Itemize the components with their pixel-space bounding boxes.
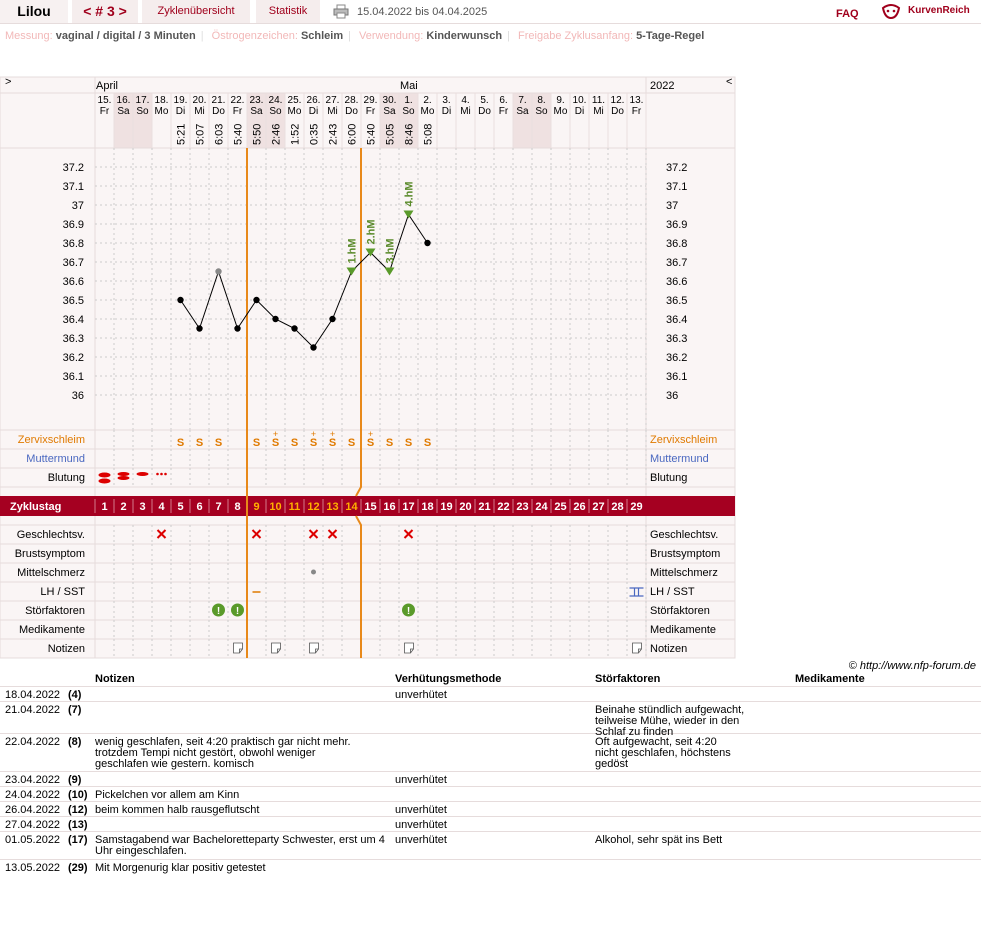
table-row (0, 832, 981, 860)
header-method: Verhütungsmethode (395, 673, 502, 685)
row-note: beim kommen halb rausgeflutscht (95, 804, 260, 816)
info-value: Kinderwunsch (426, 30, 503, 42)
cycle-day-number: 16 (383, 501, 396, 513)
header-medication: Medikamente (795, 673, 865, 685)
row-label-cycle-day: Zyklustag (10, 501, 62, 513)
tab-statistics[interactable]: Statistik (256, 0, 320, 23)
disturbance-mark: ! (235, 606, 240, 617)
mucus-mark: S (328, 437, 337, 449)
row-cycle-day: (17) (68, 834, 88, 846)
day-weekday: So (535, 106, 548, 117)
day-date: 24. (268, 95, 283, 106)
day-date: 28. (344, 95, 359, 106)
day-date: 15. (97, 95, 112, 106)
temperature-point (177, 297, 183, 303)
brand-link[interactable]: KurvenReich (908, 5, 970, 16)
day-weekday: Sa (516, 106, 529, 117)
day-weekday: Fr (232, 106, 243, 117)
bleeding-spotting (164, 473, 167, 476)
day-date: 11. (591, 95, 606, 106)
day-weekday: Mo (420, 106, 435, 117)
row-label-midpain: Mittelschmerz (17, 567, 85, 579)
day-weekday: Fr (631, 106, 642, 117)
cycle-day-number: 29 (630, 501, 643, 513)
row-label-breast: Brustsymptom (14, 548, 85, 560)
measure-time: 5:40 (232, 123, 245, 145)
day-weekday: Di (308, 106, 319, 117)
day-weekday: Mi (327, 106, 338, 117)
mucus-mark: S (290, 437, 299, 449)
cycle-day-number: 2 (120, 501, 127, 513)
day-date: 8. (537, 95, 546, 106)
row-date: 23.04.2022 (5, 774, 61, 786)
day-weekday: Di (441, 106, 452, 117)
cycle-day-number: 13 (326, 501, 339, 513)
month-label: April (96, 80, 119, 92)
measure-time: 5:21 (175, 123, 188, 145)
cycle-day-number: 24 (535, 501, 548, 513)
cycle-day-number: 17 (402, 501, 415, 513)
day-weekday: Fr (365, 106, 376, 117)
cycle-day-number: 23 (516, 501, 529, 513)
row-cycle-day: (4) (68, 689, 82, 701)
day-date: 16. (116, 95, 131, 106)
mucus-plus: + (272, 429, 279, 439)
day-weekday: Di (175, 106, 186, 117)
row-cycle-day: (7) (68, 704, 82, 716)
day-weekday: So (402, 106, 415, 117)
day-weekday: Mi (194, 106, 205, 117)
measure-time: 5:50 (251, 123, 264, 145)
tab-cycle-overview[interactable]: Zyklenübersicht (142, 0, 250, 23)
temperature-point (329, 316, 335, 322)
row-cycle-day: (10) (68, 789, 88, 801)
chart-background (0, 77, 735, 658)
temp-tick-right: 36.1 (666, 371, 688, 383)
temperature-point (272, 316, 278, 322)
mucus-mark: S (271, 437, 280, 449)
row-date: 22.04.2022 (5, 736, 61, 748)
day-date: 6. (499, 95, 508, 106)
temperature-point (291, 325, 297, 331)
temp-tick-left: 36.2 (62, 352, 84, 364)
temperature-point (234, 325, 240, 331)
month-label: Mai (400, 80, 418, 92)
row-label-right-sex: Geschlechtsv. (650, 529, 719, 541)
day-date: 3. (442, 95, 451, 106)
mucus-plus: + (310, 429, 317, 439)
cycle-day-number: 15 (364, 501, 377, 513)
cycle-day-number: 12 (307, 501, 320, 513)
row-note: Pickelchen vor allem am Kinn (95, 789, 240, 801)
row-method: unverhütet (395, 689, 447, 701)
day-date: 20. (192, 95, 207, 106)
bleeding-medium (118, 476, 130, 480)
temp-tick-right: 36.3 (666, 333, 688, 345)
row-note: Mit Morgenurig klar positiv getestet (95, 862, 266, 874)
row-disturbance: Oft aufgewacht, seit 4:20 nicht geschlafen, höchstens gedöst (595, 736, 731, 770)
bleeding-strong (99, 473, 111, 478)
temp-tick-left: 36.8 (62, 238, 84, 250)
cycle-day-number: 3 (139, 501, 146, 513)
mucus-plus: + (329, 429, 336, 439)
row-method: unverhütet (395, 774, 447, 786)
row-disturbance: Alkohol, sehr spät ins Bett (595, 834, 723, 846)
disturbance-mark: ! (216, 606, 221, 617)
temperature-point (196, 325, 202, 331)
notes-header-row (0, 673, 981, 687)
cycle-day-number: 8 (234, 501, 241, 513)
day-date: 23. (249, 95, 264, 106)
day-date: 13. (629, 95, 644, 106)
cycle-day-number: 9 (253, 501, 260, 513)
mucus-mark: S (176, 437, 185, 449)
day-weekday: So (136, 106, 149, 117)
day-date: 10. (572, 95, 587, 106)
row-method: unverhütet (395, 819, 447, 831)
day-weekday: Do (611, 106, 624, 117)
cycle-day-number: 7 (215, 501, 222, 513)
year-label: 2022 (650, 80, 675, 92)
bleeding-medium (118, 472, 130, 476)
cycle-day-number: 10 (269, 501, 282, 513)
temp-tick-right: 36.7 (666, 257, 688, 269)
temp-tick-left: 37 (71, 200, 84, 212)
table-row (0, 772, 981, 787)
row-label-right-bleeding: Blutung (650, 472, 688, 484)
table-row (0, 734, 981, 772)
day-date: 9. (556, 95, 565, 106)
high-measurement-label: 1.hM (346, 238, 359, 264)
info-label: Östrogenzeichen: (211, 30, 298, 42)
measure-time: 5:07 (194, 123, 207, 145)
temp-tick-left: 37.2 (62, 162, 84, 174)
row-label-right-lh: LH / SST (650, 586, 695, 598)
day-date: 2. (423, 95, 432, 106)
cycle-day-number: 5 (177, 501, 184, 513)
bleeding-spotting (160, 473, 163, 476)
temp-tick-right: 36.5 (666, 295, 688, 307)
temp-tick-right: 36.2 (666, 352, 688, 364)
left-toggle: > (5, 76, 12, 88)
day-weekday: Di (574, 106, 585, 117)
day-weekday: Mo (154, 106, 169, 117)
day-weekday: Mi (593, 106, 604, 117)
temp-tick-left: 36.3 (62, 333, 84, 345)
cycle-day-number: 14 (345, 501, 358, 513)
day-date: 25. (287, 95, 302, 106)
row-note: wenig geschlafen, seit 4:20 praktisch gar nicht mehr. trotzdem Tempi nicht gestört, obwohl weniger geschlafen wie gestern. komisch (95, 736, 351, 770)
cycle-info-bar: Messung: vaginal / digital / 3 Minuten | Östrogenzeichen: Schleim | Verwendung: Kinderwunsch | Freigabe Zyklusanfang: 5-Tage-Regel (5, 30, 705, 42)
right-toggle: < (726, 76, 733, 88)
temperature-point (215, 268, 221, 274)
day-weekday: Sa (250, 106, 263, 117)
cycle-day-number: 6 (196, 501, 203, 513)
measure-time: 5:05 (384, 123, 397, 145)
cycle-day-number: 26 (573, 501, 586, 513)
day-date: 1. (404, 95, 413, 106)
temp-tick-right: 37.1 (666, 181, 688, 193)
cycle-day-number: 22 (497, 501, 510, 513)
row-label-cervix_pos: Muttermund (26, 453, 85, 465)
day-date: 18. (154, 95, 169, 106)
row-cycle-day: (13) (68, 819, 88, 831)
measure-time: 1:52 (289, 123, 302, 145)
row-disturbance: Beinahe stündlich aufgewacht, teilweise Mühe, wieder in den Schlaf zu finden (595, 704, 745, 738)
day-weekday: Sa (117, 106, 130, 117)
midpain-mark (311, 570, 316, 575)
measure-time: 0:35 (308, 123, 321, 145)
row-cycle-day: (29) (68, 862, 88, 874)
row-label-right-cervix_pos: Muttermund (650, 453, 709, 465)
temp-tick-left: 36.6 (62, 276, 84, 288)
day-weekday: Mi (460, 106, 471, 117)
day-date: 22. (230, 95, 245, 106)
row-label-notes: Notizen (47, 643, 85, 655)
day-date: 5. (480, 95, 489, 106)
table-row (0, 860, 981, 880)
row-cycle-day: (9) (68, 774, 82, 786)
row-method: unverhütet (395, 804, 447, 816)
info-value: vaginal / digital / 3 Minuten (55, 30, 196, 42)
temp-tick-right: 37.2 (666, 162, 688, 174)
row-label-right-disturb: Störfaktoren (650, 605, 710, 617)
measure-time: 2:46 (270, 123, 283, 145)
temp-tick-right: 36.9 (666, 219, 688, 231)
temp-tick-right: 37 (666, 200, 679, 212)
mucus-mark: S (252, 437, 261, 449)
bleeding-spotting (156, 473, 159, 476)
bleeding-strong (99, 479, 111, 484)
info-label: Messung: (5, 30, 53, 42)
high-measurement-label: 4.hM (403, 181, 416, 207)
row-cycle-day: (8) (68, 736, 82, 748)
row-date: 18.04.2022 (5, 689, 61, 701)
mucus-mark: S (309, 437, 318, 449)
table-row (0, 702, 981, 738)
row-date: 21.04.2022 (5, 704, 61, 716)
row-label-meds: Medikamente (18, 624, 85, 636)
temperature-point (310, 344, 316, 350)
row-method: unverhütet (395, 834, 447, 846)
cycle-day-number: 1 (101, 501, 108, 513)
info-value: 5-Tage-Regel (636, 30, 705, 42)
measure-time: 8:46 (403, 123, 416, 145)
day-date: 4. (461, 95, 470, 106)
temperature-point (253, 297, 259, 303)
day-date: 7. (518, 95, 527, 106)
row-date: 24.04.2022 (5, 789, 61, 801)
info-label: Verwendung: (359, 30, 424, 42)
day-weekday: So (269, 106, 282, 117)
day-date: 21. (211, 95, 226, 106)
mucus-mark: S (423, 437, 432, 449)
credit-text: © http://www.nfp-forum.de (848, 660, 976, 672)
row-label-cervix: Zervixschleim (17, 434, 85, 446)
mucus-mark: S (347, 437, 356, 449)
day-date: 19. (173, 95, 188, 106)
day-date: 30. (382, 95, 397, 106)
day-date: 27. (325, 95, 340, 106)
day-weekday: Do (478, 106, 491, 117)
cycle-day-number: 20 (459, 501, 472, 513)
row-cycle-day: (12) (68, 804, 88, 816)
header-notes: Notizen (95, 673, 135, 685)
temp-tick-left: 36.7 (62, 257, 84, 269)
row-label-right-meds: Medikamente (650, 624, 717, 636)
measure-time: 6:00 (346, 123, 359, 145)
table-row (0, 817, 981, 832)
info-label: Freigabe Zyklusanfang: (518, 30, 633, 42)
day-date: 17. (135, 95, 150, 106)
row-label-sex: Geschlechtsv. (16, 529, 85, 541)
temp-tick-left: 36.4 (62, 314, 84, 326)
temp-tick-right: 36 (666, 390, 679, 402)
day-weekday: Mo (287, 106, 302, 117)
mucus-mark: S (404, 437, 413, 449)
row-date: 01.05.2022 (5, 834, 61, 846)
header-disturbances: Störfaktoren (595, 673, 661, 685)
disturbance-mark: ! (406, 606, 411, 617)
mucus-mark: S (195, 437, 204, 449)
faq-link[interactable]: FAQ (836, 8, 859, 20)
row-date: 27.04.2022 (5, 819, 61, 831)
temp-tick-left: 36.5 (62, 295, 84, 307)
temp-tick-left: 36 (71, 390, 84, 402)
cycle-navigator[interactable]: < # 3 > (72, 0, 138, 23)
cycle-day-number: 11 (288, 501, 301, 513)
day-weekday: Do (345, 106, 358, 117)
temp-tick-right: 36.4 (666, 314, 688, 326)
high-measurement-label: 2.hM (365, 219, 378, 245)
measure-time: 5:08 (422, 123, 435, 145)
table-row (0, 802, 981, 817)
day-weekday: Sa (383, 106, 396, 117)
temperature-point (424, 240, 430, 246)
row-date: 13.05.2022 (5, 862, 61, 874)
row-note: Samstagabend war Bacheloretteparty Schwester, erst um 4 Uhr eingeschlafen. (95, 834, 385, 857)
table-row (0, 687, 981, 702)
mucus-plus: + (367, 429, 374, 439)
day-date: 26. (306, 95, 321, 106)
temp-tick-left: 36.1 (62, 371, 84, 383)
mucus-mark: S (385, 437, 394, 449)
day-weekday: Fr (498, 106, 509, 117)
row-label-right-breast: Brustsymptom (650, 548, 721, 560)
day-date: 29. (363, 95, 378, 106)
day-weekday: Fr (99, 106, 110, 117)
day-weekday: Do (212, 106, 225, 117)
date-range: 15.04.2022 bis 04.04.2025 (357, 6, 488, 18)
temp-tick-right: 36.6 (666, 276, 688, 288)
info-value: Schleim (300, 30, 344, 42)
user-name: Lilou (0, 0, 68, 23)
mucus-mark: S (214, 437, 223, 449)
bleeding-light (137, 472, 149, 476)
cycle-day-number: 18 (421, 501, 434, 513)
measure-time: 5:40 (365, 123, 378, 145)
mucus-mark: S (366, 437, 375, 449)
temp-tick-left: 36.9 (62, 219, 84, 231)
row-label-right-cervix: Zervixschleim (650, 434, 718, 446)
day-weekday: Mo (553, 106, 568, 117)
cycle-day-number: 4 (158, 501, 165, 513)
row-label-right-midpain: Mittelschmerz (650, 567, 718, 579)
cycle-day-number: 19 (440, 501, 453, 513)
row-label-right-notes: Notizen (650, 643, 688, 655)
measure-time: 2:43 (327, 123, 340, 145)
cycle-day-number: 21 (478, 501, 491, 513)
row-date: 26.04.2022 (5, 804, 61, 816)
temp-tick-right: 36.8 (666, 238, 688, 250)
temp-tick-left: 37.1 (62, 181, 84, 193)
row-label-lh: LH / SST (40, 586, 85, 598)
table-row (0, 787, 981, 802)
cycle-day-number: 28 (611, 501, 624, 513)
cycle-day-number: 25 (554, 501, 567, 513)
measure-time: 6:03 (213, 123, 226, 145)
row-label-bleeding: Blutung (47, 472, 85, 484)
high-measurement-label: 3.hM (384, 238, 397, 264)
row-label-disturb: Störfaktoren (25, 605, 85, 617)
cycle-day-number: 27 (592, 501, 605, 513)
day-date: 12. (610, 95, 625, 106)
